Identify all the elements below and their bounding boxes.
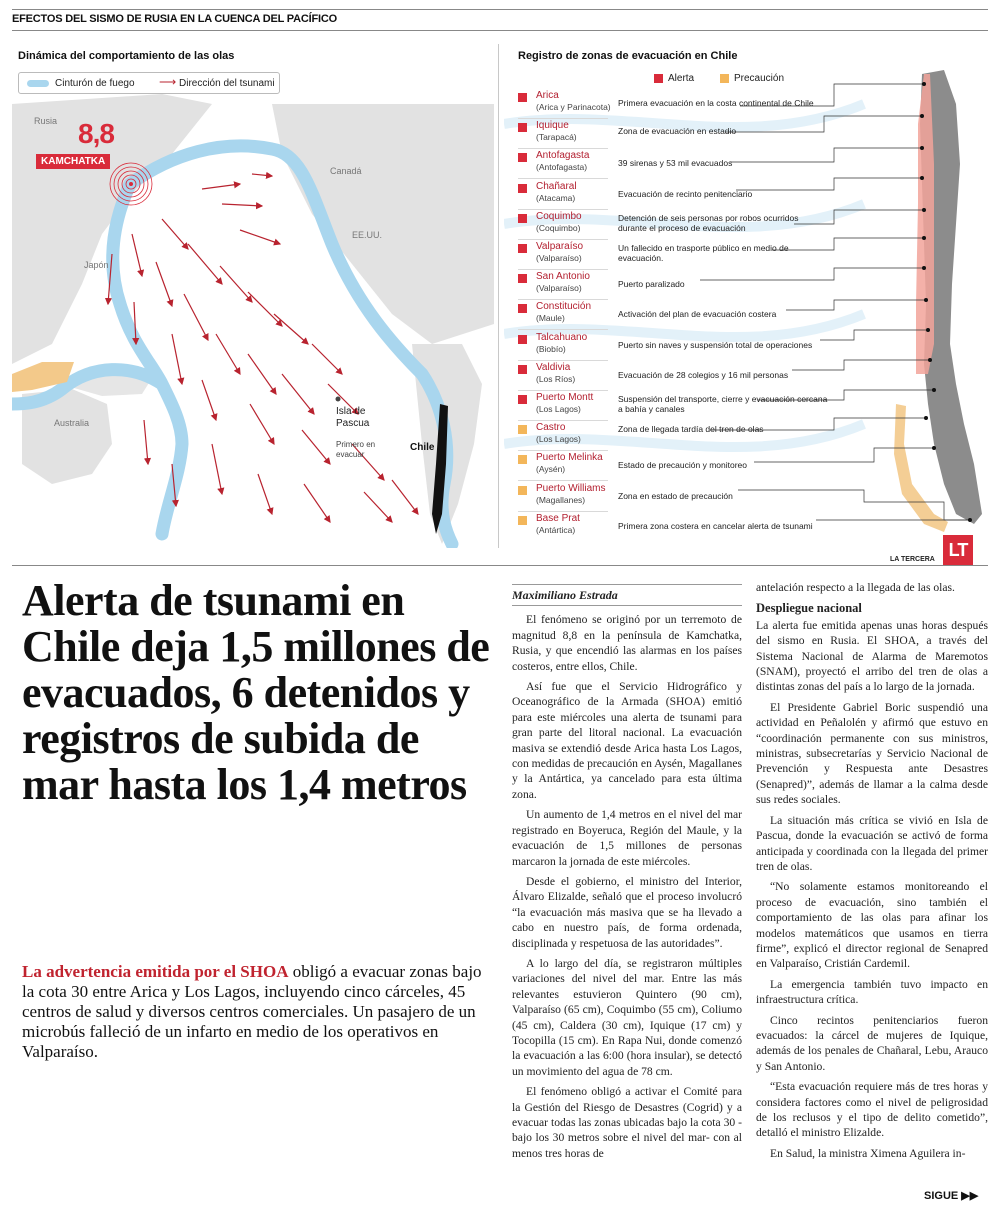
zone-region: (Los Lagos) — [536, 404, 581, 414]
zone-name: Coquimbo — [536, 210, 582, 222]
paragraph: El fenómeno obligó a activar el Comité para la Gestión del Riesgo de Desastres (Cogrid) y a evacuar todas las zonas ubicadas bajo la cota 30 -bajo los 30 metros sobre el nivel del mar- con al menos tres horas de — [512, 1085, 742, 1160]
paragraph: “No solamente estamos monitoreando el proceso de evacuación, sino también el comportamiento de las olas para afinar los modelos matemáticos que usamos en tierra firme”, explicó el director regional de Senapred en Valparaíso, Cristián Cardemil. — [756, 880, 988, 971]
zone-description: 39 sirenas y 53 mil evacuados — [618, 158, 733, 169]
paragraph: Un aumento de 1,4 metros en el nivel del mar registrado en Boyeruca, Región del Maule, y la evacuación de 1,5 millones de personas marcaron la jornada de este miércoles. — [512, 808, 742, 868]
article-column-1 — [512, 584, 742, 1166]
label-canada: Canadá — [330, 166, 362, 176]
paragraph: Cinco recintos penitenciarios fueron evacuados: la cárcel de mujeres de Iquique, además de los penales de Chañaral, Lebu, Arauco y San Antonio. — [756, 1013, 988, 1073]
infographic — [12, 44, 988, 548]
magnitude-value: 8,8 — [78, 118, 114, 149]
zone-separator — [518, 269, 608, 270]
zone-separator — [518, 390, 608, 391]
zone-separator — [518, 299, 608, 300]
label-chile: Chile — [410, 442, 435, 453]
zone-separator — [518, 209, 608, 210]
zone-description: Primera zona costera en cancelar alerta de tsunami — [618, 520, 813, 531]
zone-region: (Antártica) — [536, 524, 576, 535]
zone-description: Evacuación de recinto penitenciario — [618, 188, 753, 199]
paragraph: antelación respecto a la llegada de las olas. — [756, 581, 955, 594]
alert-marker — [518, 153, 527, 162]
zone-name: Castro — [536, 422, 566, 434]
zone-region: (Magallanes) — [536, 494, 586, 505]
zone-name: Puerto Montt — [536, 392, 594, 403]
zone-region: (Valparaíso) — [536, 253, 582, 263]
zone-description: Suspensión del transporte, cierre y evacuación cercana a bahía y canales — [618, 394, 828, 414]
label-primero-en-evacuar: Primero en evacuar — [336, 440, 376, 459]
subheading: Despliegue nacional — [756, 601, 862, 616]
section-header — [12, 9, 988, 31]
zone-description: Un fallecido en trasporte público en medio de evacuación. — [618, 243, 789, 263]
alert-legend-swatch — [654, 74, 663, 83]
zone-name: Arica — [536, 90, 559, 101]
arrow-icon: ⟶ — [159, 75, 177, 89]
alert-marker — [518, 395, 527, 404]
ring-legend-label: Cinturón de fuego — [55, 78, 135, 89]
zone-name: Constitución — [536, 301, 592, 313]
zone-region: (Coquimbo) — [536, 222, 581, 233]
zone-region: (Biobío) — [536, 343, 566, 354]
paragraph: “Esta evacuación requiere más de tres horas y considera factores como el nivel de peligrosidad de los reclusos y el tipo de delito cometido”, detalló el ministro Elizalde. — [756, 1080, 988, 1140]
paragraph: En Salud, la ministra Ximena Aguilera in- — [770, 1146, 966, 1160]
zone-separator — [518, 178, 608, 179]
article-headline: Alerta de tsunami en Chile deja 1,5 millones de evacuados, 6 detenidos y registros de subida de mar hasta los 1,4 metros — [22, 576, 490, 809]
label-eeuu: EE.UU. — [352, 230, 383, 240]
zone-region: (Tarapacá) — [536, 132, 577, 143]
zone-separator — [518, 239, 608, 240]
ring-legend-swatch — [27, 80, 49, 87]
zone-region: (Antofagasta) — [536, 162, 588, 173]
paragraph: El Presidente Gabriel Boric suspendió una actividad en Peñalolén y afirmó que estuvo en “coordinación permanente con sus ministros, ministras, subsecretarías y Servicio Nacional de Prevención y Respuesta ante Desastres (Senapred)”, además de llamar a la calma desde sus redes sociales. — [756, 700, 988, 807]
zone-region: (Atacama) — [536, 192, 576, 203]
zone-region: (Valparaíso) — [536, 283, 582, 294]
alert-marker — [518, 184, 527, 193]
zone-separator — [518, 148, 608, 149]
zone-description: Evacuación de 28 colegios y 16 mil personas — [618, 369, 789, 380]
chile-map — [504, 44, 988, 548]
evacuation-panel — [504, 44, 988, 548]
panel-divider — [498, 44, 499, 548]
lead-text: obligó a evacuar zonas bajo la cota 30 entre Arica y Los Lagos, incluyendo cinco cárceles, 45 centros de salud y diversos centros comerciales. Un pasajero de un microbús falleció de un infarto en medio de los operativos en Valparaíso. — [22, 962, 482, 1061]
paragraph: La emergencia también tuvo impacto en infraestructura crítica. — [756, 977, 988, 1007]
zone-description: Estado de precaución y monitoreo — [618, 460, 747, 471]
alert-band — [916, 74, 934, 374]
paragraph: A lo largo del día, se registraron múltiples variaciones del nivel del mar. Entre las más relevantes estuvieron Quintero (90 cm), Valparaíso (65 cm), Coquimbo (55 cm), Coliumo (45 cm), Caldera (30 cm), Iquique (17 cm) y Tocopilla (15 cm). En Rapa Nui, donde comenzó la evacuación a las 6:00 (hora insular), se detectó un movimiento del agua de 78 cm. — [512, 956, 742, 1078]
la-tercera-logo: LT — [943, 535, 973, 565]
article-lead — [22, 962, 496, 1062]
zone-region: (Aysén) — [536, 464, 566, 475]
alert-marker — [518, 365, 527, 374]
zone-separator — [518, 360, 608, 361]
arrow-legend-label: Dirección del tsunami — [179, 78, 275, 89]
caution-marker — [518, 455, 527, 464]
zone-region: (Arica y Parinacota) — [536, 102, 611, 112]
paragraph: La alerta fue emitida apenas unas horas después del sismo en Rusia. El SHOA, a través del Sistema Nacional de Alarma de Maremotos (SNAM), proyectó el arribo del tren de olas a distintas zonas del país a lo largo de la jornada. — [756, 618, 988, 694]
zone-name: Chañaral — [536, 180, 577, 192]
zone-region: (Maule) — [536, 313, 565, 324]
left-panel-title: Dinámica del comportamiento de las olas — [18, 50, 235, 62]
infographic-bottom-rule — [12, 565, 988, 566]
caution-legend-swatch — [720, 74, 729, 83]
label-japon: Japón — [84, 260, 109, 270]
zone-separator — [518, 420, 608, 421]
zone-name: Antofagasta — [536, 150, 590, 162]
lead-highlight: La advertencia emitida por el SHOA — [22, 962, 289, 981]
zone-name: Talcahuano — [536, 331, 588, 343]
epicenter-badge: KAMCHATKA — [36, 154, 110, 169]
map-legend — [18, 72, 280, 94]
zone-separator — [518, 450, 608, 451]
graphic-credit: LA TERCERA — [890, 556, 935, 563]
paragraph: Así fue que el Servicio Hidrográfico y Oceanográfico de la Armada (SHOA) emitió para este miércoles una alerta de tsunami para gran parte del litoral nacional. La evacuación masiva se extendió desde Arica hasta Los Lagos, con medidas de precaución en Aysén, Magallanes y la Antártica, ya cancelado para esta última zona. — [512, 680, 742, 801]
section-title: EFECTOS DEL SISMO DE RUSIA EN LA CUENCA DEL PACÍFICO — [12, 13, 337, 25]
caution-legend-label: Precaución — [734, 73, 785, 84]
alert-marker — [518, 244, 527, 253]
continue-link[interactable]: SIGUE ▶▶ — [924, 1190, 979, 1202]
zone-description: Primera evacuación en la costa continental de Chile — [618, 98, 814, 108]
zone-separator — [518, 329, 608, 330]
caution-marker — [518, 486, 527, 495]
alert-legend-label: Alerta — [668, 73, 695, 84]
zone-description: Zona en estado de precaución — [618, 490, 733, 501]
label-rusia: Rusia — [34, 116, 58, 126]
zone-name: Base Prat — [536, 512, 580, 524]
zone-description: Zona de llegada tardía del tren de olas — [618, 424, 764, 435]
zone-name: Valparaíso — [536, 241, 584, 252]
alert-marker — [518, 214, 527, 223]
alert-marker — [518, 304, 527, 313]
alert-marker — [518, 335, 527, 344]
zone-description: Zona de evacuación en estadio — [618, 126, 737, 137]
label-isla-de-pascua: Isla de Pascua — [336, 406, 370, 429]
zone-name: Puerto Melinka — [536, 452, 603, 464]
zone-description: Detención de seis personas por robos ocurridos durante el proceso de evacuación — [618, 212, 799, 233]
caution-marker — [518, 425, 527, 434]
alert-marker — [518, 93, 527, 102]
pacific-map-panel — [12, 44, 494, 548]
zone-region: (Los Lagos) — [536, 434, 581, 445]
alert-marker — [518, 123, 527, 132]
article-column-2 — [756, 580, 988, 1166]
zone-separator — [518, 480, 608, 481]
alert-marker — [518, 274, 527, 283]
zone-description: Puerto paralizado — [618, 279, 685, 290]
paragraph: La situación más crítica se vivió en Isla de Pascua, donde la evacuación se activó de forma anticipada y coordinada con la llegada del primer tren de olas. — [756, 813, 988, 873]
zone-region: (Los Ríos) — [536, 373, 576, 384]
right-panel-title: Registro de zonas de evacuación en Chile — [518, 50, 738, 62]
zone-description: Puerto sin naves y suspensión total de operaciones — [618, 339, 813, 350]
label-australia: Australia — [54, 418, 90, 428]
paragraph: Desde el gobierno, el ministro del Interior, Álvaro Elizalde, señaló que el proceso involucró “la evacuación más masiva que se ha llevado a cabo en nuestro país, de forma ordenada, disciplinada y respetuosa de las autoridades”. — [512, 874, 742, 950]
caution-marker — [518, 516, 527, 525]
byline: Maximiliano Estrada — [512, 584, 742, 606]
zone-name: Valdivia — [536, 361, 571, 373]
paragraph: El fenómeno se originó por un terremoto de magnitud 8,8 en la península de Kamchatka, Rusia, y que encendió las alarmas en los países costeros, entre ellos, Chile. — [512, 613, 742, 673]
zone-name: Puerto Williams — [536, 482, 606, 494]
zone-name: Iquique — [536, 120, 569, 132]
zone-separator — [518, 511, 608, 512]
zone-description: Activación del plan de evacuación costera — [618, 309, 777, 320]
zone-separator — [518, 118, 608, 119]
zone-name: San Antonio — [536, 271, 590, 283]
